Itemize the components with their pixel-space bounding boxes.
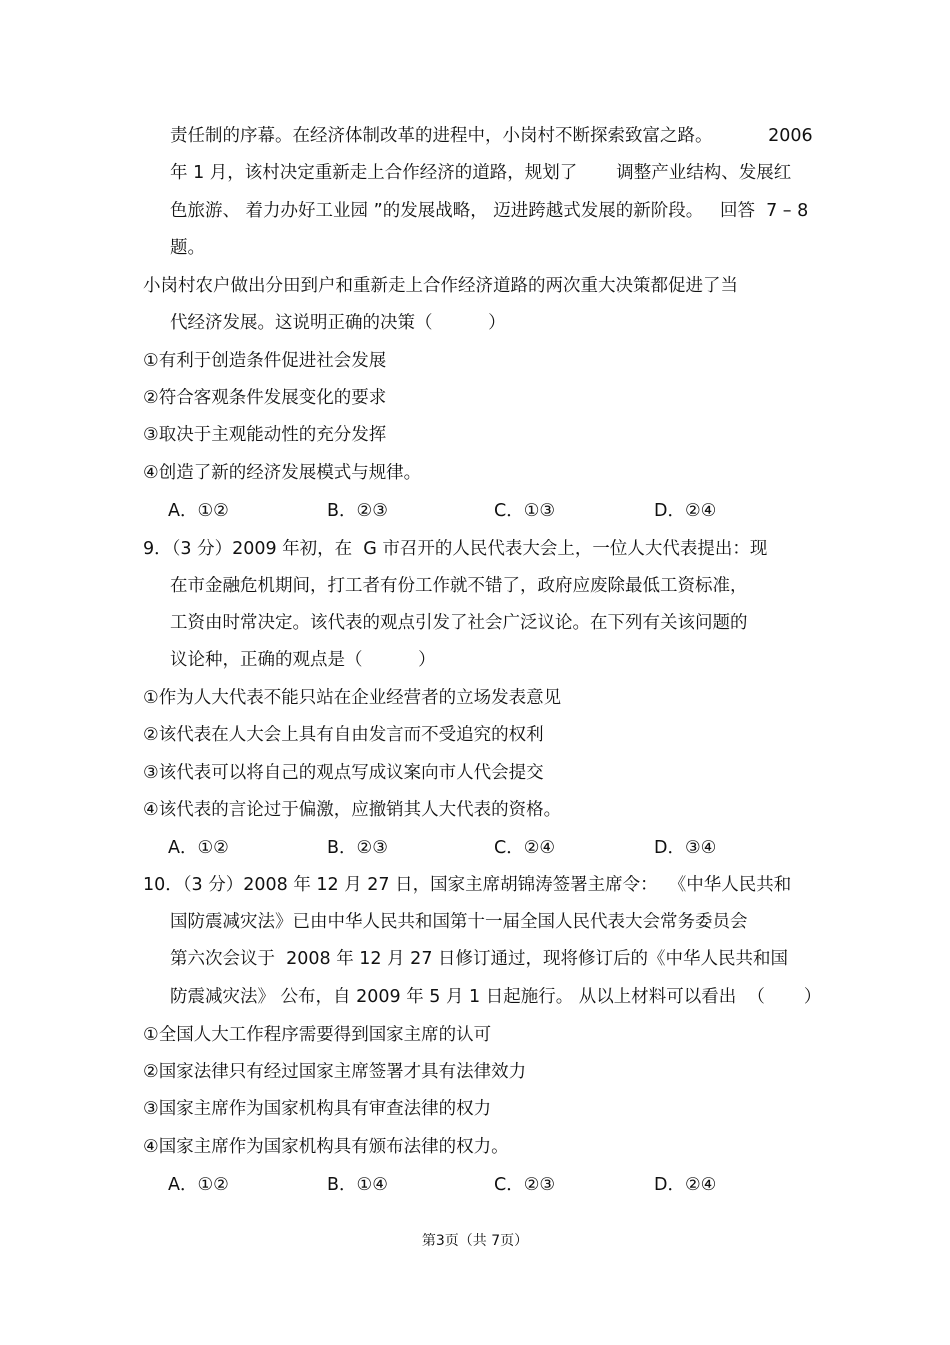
q9-stem-line-2: 在市金融危机期间，打工者有份工作就不错了，政府应废除最低工资标准， bbox=[170, 576, 748, 596]
q10-stem-line-1: 10．（3 分）2008 年 12 月 27 日，国家主席胡锦涛签署主席令： 《中华人民共和 bbox=[143, 875, 792, 895]
q9-stem-line-1: 9．（3 分）2009 年初，在 G 市召开的人民代表大会上，一位人大代表提出：现 bbox=[143, 539, 768, 559]
q8-option-c[interactable]: C．①③ bbox=[494, 501, 556, 521]
q9-stem-line-3: 工资由时常决定。该代表的观点引发了社会广泛议论。在下列有关该问题的 bbox=[170, 613, 748, 633]
q10-option-b[interactable]: B．①④ bbox=[327, 1175, 388, 1195]
intro-line-1: 责任制的序幕。在经济体制改革的进程中，小岗村不断探索致富之路。 2006 bbox=[170, 126, 813, 146]
intro-line-4: 题。 bbox=[170, 238, 205, 258]
q8-item-3: ③取决于主观能动性的充分发挥 bbox=[143, 425, 387, 445]
q9-option-b[interactable]: B．②③ bbox=[327, 838, 388, 858]
q9-stem-line-4: 议论种，正确的观点是（ ） bbox=[170, 650, 436, 670]
q9-option-a[interactable]: A．①② bbox=[168, 838, 229, 858]
q8-option-a[interactable]: A．①② bbox=[168, 501, 229, 521]
q9-item-2: ②该代表在人大会上具有自由发言而不受追究的权利 bbox=[143, 725, 544, 745]
q8-stem-line-2: 代经济发展。这说明正确的决策（ ） bbox=[170, 313, 506, 333]
q8-item-4: ④创造了新的经济发展模式与规律。 bbox=[143, 463, 422, 483]
q8-option-d[interactable]: D．②④ bbox=[654, 501, 717, 521]
q8-item-1: ①有利于创造条件促进社会发展 bbox=[143, 351, 387, 371]
q10-stem-line-2: 国防震减灾法》已由中华人民共和国第十一届全国人民代表大会常务委员会 bbox=[170, 912, 748, 932]
q9-item-4: ④该代表的言论过于偏激，应撤销其人大代表的资格。 bbox=[143, 800, 562, 820]
intro-line-2: 年 1 月，该村决定重新走上合作经济的道路，规划了 调整产业结构、发展红 bbox=[170, 163, 792, 183]
q10-item-1: ①全国人大工作程序需要得到国家主席的认可 bbox=[143, 1025, 492, 1045]
q10-option-d[interactable]: D．②④ bbox=[654, 1175, 717, 1195]
q9-option-d[interactable]: D．③④ bbox=[654, 838, 717, 858]
q8-stem-line-1: 小岗村农户做出分田到户和重新走上合作经济道路的两次重大决策都促进了当 bbox=[143, 276, 738, 296]
q10-option-c[interactable]: C．②③ bbox=[494, 1175, 556, 1195]
q9-item-1: ①作为人大代表不能只站在企业经营者的立场发表意见 bbox=[143, 688, 562, 708]
page-number-footer: 第3页（共 7页） bbox=[421, 1233, 529, 1249]
q8-item-2: ②符合客观条件发展变化的要求 bbox=[143, 388, 387, 408]
q10-item-4: ④国家主席作为国家机构具有颁布法律的权力。 bbox=[143, 1137, 509, 1157]
q10-stem-line-4: 防震减灾法》 公布，自 2009 年 5 月 1 日起施行。 从以上材料可以看出 （ ） bbox=[170, 987, 822, 1007]
q10-item-3: ③国家主席作为国家机构具有审查法律的权力 bbox=[143, 1099, 492, 1119]
q10-stem-line-3: 第六次会议于 2008 年 12 月 27 日修订通过，现将修订后的《中华人民共和国 bbox=[170, 949, 789, 969]
q10-item-2: ②国家法律只有经过国家主席签署才具有法律效力 bbox=[143, 1062, 527, 1082]
q10-option-a[interactable]: A．①② bbox=[168, 1175, 229, 1195]
q8-option-b[interactable]: B．②③ bbox=[327, 501, 388, 521]
intro-line-3: 色旅游、 着力办好工业园 ”的发展战略， 迈进跨越式发展的新阶段。 回答 7 – 8 bbox=[170, 201, 809, 221]
q9-option-c[interactable]: C．②④ bbox=[494, 838, 556, 858]
q9-item-3: ③该代表可以将自己的观点写成议案向市人代会提交 bbox=[143, 763, 544, 783]
